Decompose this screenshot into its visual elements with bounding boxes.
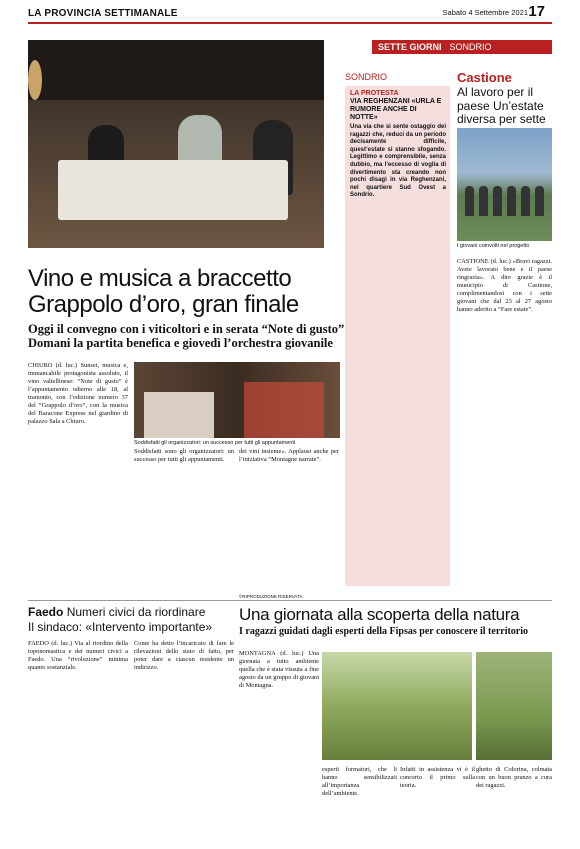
masthead: LA PROVINCIA SETTIMANALE	[28, 8, 178, 19]
faedo-headline	[28, 605, 205, 619]
montagna-headline: Una giornata alla scoperta della natura	[239, 605, 520, 624]
montagna-column-1: MONTAGNA (d. luc.) Una giornata a tutto ambiente quella che è stata vissuta a fine agosto da un gruppo di giovani di Montagna.	[239, 650, 319, 689]
main-column-2: Soddisfatti sono gli organizzatori: un successo per tutti gli appuntamenti.	[134, 448, 234, 463]
nature-photo-2	[476, 652, 552, 760]
nature-photo-1	[322, 652, 472, 760]
subsection-label: SONDRIO	[449, 42, 492, 52]
event-photo-caption: Soddisfatti gli organizzatori: un successo per tutti gli appuntamenti	[134, 440, 296, 446]
main-headline: Vino e musica a braccetto Grappolo d’oro, gran finale	[28, 265, 299, 318]
dinner-photo	[28, 40, 324, 248]
sidebar-text: Una via che si sente ostaggio dei ragazzi che, reduci da un periodo decisamente difficile, quest’estate si stanno sfogando. Legittimo e comprensibile, senza dubbio, ma l’eccesso di voglia di divertimento sta creando non pochi disagi in via Reghenzani, nel quartiere Sud Ovest a Sondrio.	[350, 124, 446, 199]
sidebar-title: VIA REGHENZANI «URLA E RUMORE ANCHE DI NOTTE»	[350, 98, 442, 121]
montagna-column-2: esperti formatori, che li hanno sensibilizzati all’importanza dell’ambiente.	[322, 766, 397, 797]
main-column-1: CHIURO (d. luc.) Sunset, musica e, immancabile protagonista assoluto, il vino valtellinese: “Note di gusto” è l’appuntamento odierno alle 18, al tramonto, con l’edizione numero 37 del “Grappolo d’oro”, con la musica del Baracone Express nel giardino di palazzo Sala a Chiuro.	[28, 362, 128, 425]
castione-title: Castione	[457, 70, 512, 85]
faedo-title-rest: Numeri civici da riordinare	[66, 605, 206, 619]
group-photo-caption: I giovani coinvolti nel progetto	[457, 243, 530, 249]
sidebar-label: SONDRIO	[345, 72, 388, 82]
castione-subtitle: Al lavoro per il paese Un’estate diversa per sette	[457, 85, 546, 126]
faedo-subtitle: Il sindaco: «Intervento importante»	[28, 620, 213, 634]
section-divider	[28, 600, 552, 601]
castione-text: CASTIONE (d. luc.) «Bravi ragazzi. Avete lavorato bene e il paese ringrazia». A dire grazie è il municipio di Castione, complimentandosi con i sette giovani che dal 23 al 27 agosto hanno aderito a “Fare estate”.	[457, 258, 552, 313]
header-rule	[28, 22, 552, 24]
section-label: SETTE GIORNI	[378, 42, 442, 52]
section-band	[372, 40, 552, 54]
montagna-column-4: ghetto di Colorina, colmata con un buon pranzo a cura dei ragazzi.	[476, 766, 552, 789]
montagna-subhead: I ragazzi guidati dagli esperti della Fipsas per conoscere il territorio	[239, 626, 529, 637]
main-column-3: dei vini insieme». Applausi anche per l’iniziativa “Montagne narrate”.	[239, 448, 339, 463]
main-subhead: Oggi il convegno con i viticoltori e in serata “Note di gusto” Domani la partita benefica e giovedì l’orchestra giovanile	[28, 322, 345, 350]
sidebar-heading	[350, 90, 446, 122]
event-photo	[134, 362, 340, 438]
page-number: 17	[528, 3, 545, 20]
montagna-column-3: Infatti in assistenza vi è il concerto il primo sulla teoria.	[400, 766, 475, 789]
copyright-credit: ©RIPRODUZIONE RISERVATA	[239, 594, 303, 599]
faedo-title: Faedo	[28, 605, 64, 619]
faedo-column-2: Come ha detto l’incaricato di fare le rilevazioni dello stato di fatto, per poter dare a ciascun residente un indirizzo.	[134, 640, 234, 671]
sidebar-kicker: LA PROTESTA	[350, 90, 399, 97]
faedo-column-1: FAEDO (d. luc.) Via al riordino della toponomastica e dei numeri civici a Faedo. Una “rivoluzione” minima quanto sostanziale.	[28, 640, 128, 671]
issue-date: Sabato 4 Settembre 2021	[442, 8, 528, 17]
group-photo	[457, 128, 552, 241]
